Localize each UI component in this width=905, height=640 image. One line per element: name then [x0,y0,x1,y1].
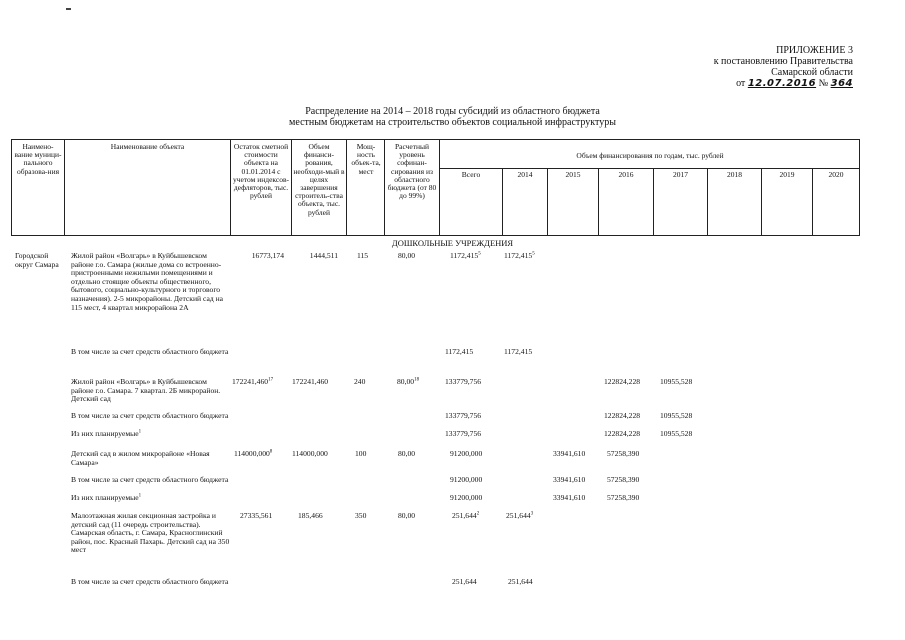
year-2014-number: 251,644 [506,511,531,520]
year-2014-number: 1172,415 [504,251,533,260]
object-subrow-name: В том числе за счет средств областного бюджета [71,347,229,356]
header-by-years: Объем финансирования по годам, тыс. рублей [576,151,724,160]
level-number: 80,00 [397,377,415,386]
object-name: Жилой район «Волгарь» в Куйбышевском районе г.о. Самара (жилые дома со встроенно-пристроенными нежилыми помещениями и отдельно стоящие объекты общественного, бытового, социально-культурного и торгового назначения). 2-5 микрорайоны. Детский сад на 115 мест, 4 квартал микрорайона 2А [71,251,224,312]
year-2017-value: 10955,528 [660,377,693,386]
total-value: 133779,756 [445,377,482,386]
volume-value: 1444,511 [309,251,338,260]
appendix-line-3: Самарской области [771,67,853,78]
footnote-mark: 8 [269,449,273,455]
header-divider [64,140,65,235]
year-2017-value: 10955,528 [660,411,693,420]
year-2014-value: 251,644 [508,577,533,586]
year-2014-value: 1172,415 [504,347,533,356]
balance-value [232,378,273,387]
header-object: Наименование объекта [110,142,185,151]
header-divider [439,140,440,235]
footnote-mark: 17 [268,377,274,383]
object-subrow-name: В том числе за счет средств областного бюджета [71,411,229,420]
capacity-value: 115 [357,251,369,260]
total-value [452,512,479,521]
footnote-mark: 3 [530,511,534,517]
header-year-2018: 2018 [727,170,742,179]
balance-number: 172241,460 [232,377,269,386]
header-divider [384,140,385,235]
header-divider [230,140,231,235]
object-name: Жилой район «Волгарь» в Куйбышевском районе г.о. Самара. 7 квартал. 2Б микрорайон. Детский сад [71,377,221,404]
header-year-2014: 2014 [517,170,533,179]
appendix-line-1: ПРИЛОЖЕНИЕ 3 [776,45,853,56]
total-number: 1172,415 [450,251,479,260]
volume-value: 172241,460 [292,377,329,386]
header-total: Всего [461,170,481,179]
footnote-mark: 5 [532,251,535,257]
subrow-label: Из них планируемые [71,429,139,438]
object-name: Детский сад в жилом микрорайоне «Новая Самара» [71,449,210,467]
total-value: 133779,756 [445,411,482,420]
header-year-2020: 2020 [828,170,844,179]
object-subrow-name: В том числе за счет средств областного бюджета [71,475,229,484]
header-volume: Объем финанси-рования, необходи-мый в целях завершения строитель-ства объекта, тыс. рублей [293,142,345,217]
capacity-value: 100 [355,449,367,458]
balance-value: 16773,174 [251,251,284,260]
header-divider [346,140,347,235]
header-year-2019: 2019 [779,170,795,179]
header-year-2016: 2016 [618,170,634,179]
year-2016-value: 57258,390 [607,475,640,484]
header-capacity: Мощ-ность объек-та, мест [351,142,381,176]
year-2014-value [506,512,533,521]
object-subrow-name [71,494,231,503]
year-2016-value: 57258,390 [607,493,640,502]
object-name: Малоэтажная жилая секционная застройка и детский сад (11 очередь строительства). Самарская область, г. Самара, Красноглинский район, пос. Красный Пахарь. Детский сад на 350 мест [71,511,230,555]
total-value: 91200,000 [450,475,483,484]
footnote-mark: 1 [138,493,142,499]
subrow-label: Из них планируемые [71,493,139,502]
header-divider [291,140,292,235]
document-title [0,106,905,128]
level-value [397,378,419,387]
footnote-mark: 1 [138,429,142,435]
appendix-block [714,45,853,89]
footnote-mark: 5 [478,251,481,257]
total-value: 91200,000 [450,493,483,502]
object-subrow-name: В том числе за счет средств областного бюджета [71,577,229,586]
capacity-value: 350 [355,511,367,520]
total-value: 133779,756 [445,429,482,438]
table-header [11,139,860,236]
year-2016-value: 122824,228 [604,377,641,386]
appendix-line-2: к постановлению Правительства [713,56,853,67]
header-municipality: Наимено-вание муници-пального образова-ния [14,142,62,176]
total-value [450,252,481,261]
handwritten-number: 364 [830,78,853,89]
volume-value: 114000,000 [292,449,328,458]
footnote-mark: 2 [476,511,480,517]
year-2015-value: 33941,610 [553,475,586,484]
number-prefix: № [818,78,829,89]
year-2017-value: 10955,528 [660,429,693,438]
total-value: 1172,415 [445,347,474,356]
municipality-name: Городской округ Самара [15,251,59,269]
total-number: 251,644 [452,511,477,520]
appendix-date-line [714,78,853,89]
header-year-2017: 2017 [673,170,688,179]
level-value: 80,00 [398,251,416,260]
year-2016-value: 57258,390 [607,449,640,458]
balance-number: 114000,000 [234,449,270,458]
page-mark [66,8,71,10]
title-line-1: Распределение на 2014 – 2018 годы субсидий из областного бюджета [305,106,600,117]
total-value: 91200,000 [450,449,483,458]
header-balance: Остаток сметной стоимости объекта на 01.01.2014 с учетом индексов-дефляторов, тыс. рублей [232,142,289,201]
year-2015-value: 33941,610 [553,493,586,502]
year-2016-value: 122824,228 [604,411,641,420]
year-2015-value: 33941,610 [553,449,586,458]
level-value: 80,00 [398,511,416,520]
capacity-value: 240 [354,377,366,386]
section-title: ДОШКОЛЬНЫЕ УЧРЕЖДЕНИЯ [391,238,514,248]
object-subrow-name [71,430,231,439]
total-value: 251,644 [452,577,477,586]
header-year-2015: 2015 [565,170,581,179]
date-prefix: от [736,78,746,89]
year-2014-value [504,252,535,261]
balance-value: 27335,561 [240,511,273,520]
handwritten-date: 12.07.2016 [747,78,817,89]
title-line-2: местным бюджетам на строительство объектов социальной инфраструктуры [289,117,616,128]
volume-value: 185,466 [298,511,323,520]
footnote-mark: 18 [414,377,420,383]
year-2016-value: 122824,228 [604,429,641,438]
header-level: Расчетный уровень софинан-сирования из областного бюджета (от 80 до 99%) [387,142,437,201]
balance-value [234,450,272,459]
level-value: 80,00 [398,449,416,458]
